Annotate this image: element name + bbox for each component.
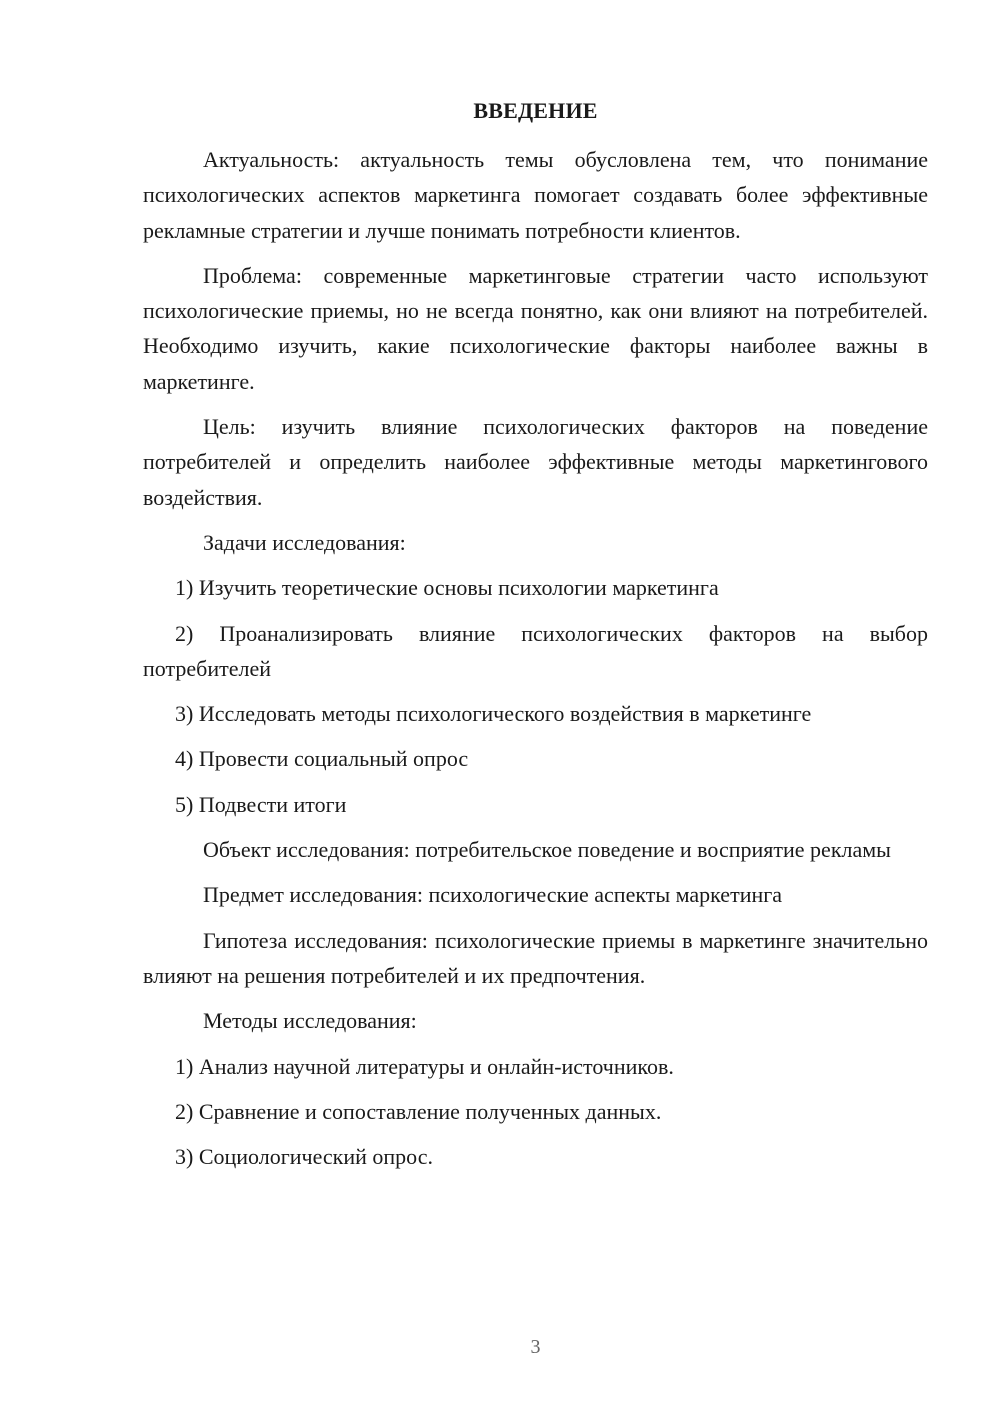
page-title: ВВЕДЕНИЕ: [473, 98, 598, 123]
list-item: 3) Исследовать методы психологического воздействия в маркетинге: [175, 701, 812, 727]
list-item: 5) Подвести итоги: [175, 791, 347, 817]
list-item: 1) Анализ научной литературы и онлайн-источников.: [175, 1053, 674, 1079]
list-item: 1) Изучить теоретические основы психологии маркетинга: [175, 575, 719, 601]
list-item: 2) Сравнение и сопоставление полученных данных.: [175, 1098, 662, 1124]
list-item: 4) Провести социальный опрос: [175, 746, 469, 772]
document-body: [143, 142, 928, 1174]
paragraph-problem: Проблема: современные маркетинговые стратегии часто используют психологические приемы, но не всегда понятно, как они влияют на потребителей. Необходимо изучить, какие психологические факторы наиболее важны в маркетинге.: [143, 262, 928, 394]
paragraph-relevance: Актуальность: актуальность темы обусловлена тем, что понимание психологических аспектов маркетинга помогает создавать более эффективные рекламные стратегии и лучше понимать потребности клиентов.: [143, 147, 928, 243]
tasks-list: [143, 570, 928, 822]
list-item: 2) Проанализировать влияние психологических факторов на выбор потребителей: [143, 620, 928, 681]
paragraph-goal: Цель: изучить влияние психологических факторов на поведение потребителей и определить наиболее эффективные методы маркетингового воздействия.: [143, 414, 928, 510]
document-page: [143, 0, 928, 1414]
paragraph-object: Объект исследования: потребительское поведение и восприятие рекламы: [203, 837, 891, 863]
tasks-title: Задачи исследования:: [203, 529, 406, 555]
list-item: 3) Социологический опрос.: [175, 1144, 433, 1170]
methods-title: Методы исследования:: [203, 1008, 417, 1034]
paragraph-subject: Предмет исследования: психологические аспекты маркетинга: [203, 882, 783, 908]
methods-list: [143, 1049, 928, 1175]
page-number: 3: [530, 1336, 541, 1358]
paragraph-hypothesis: Гипотеза исследования: психологические приемы в маркетинге значительно влияют на решения потребителей и их предпочтения.: [143, 927, 928, 988]
